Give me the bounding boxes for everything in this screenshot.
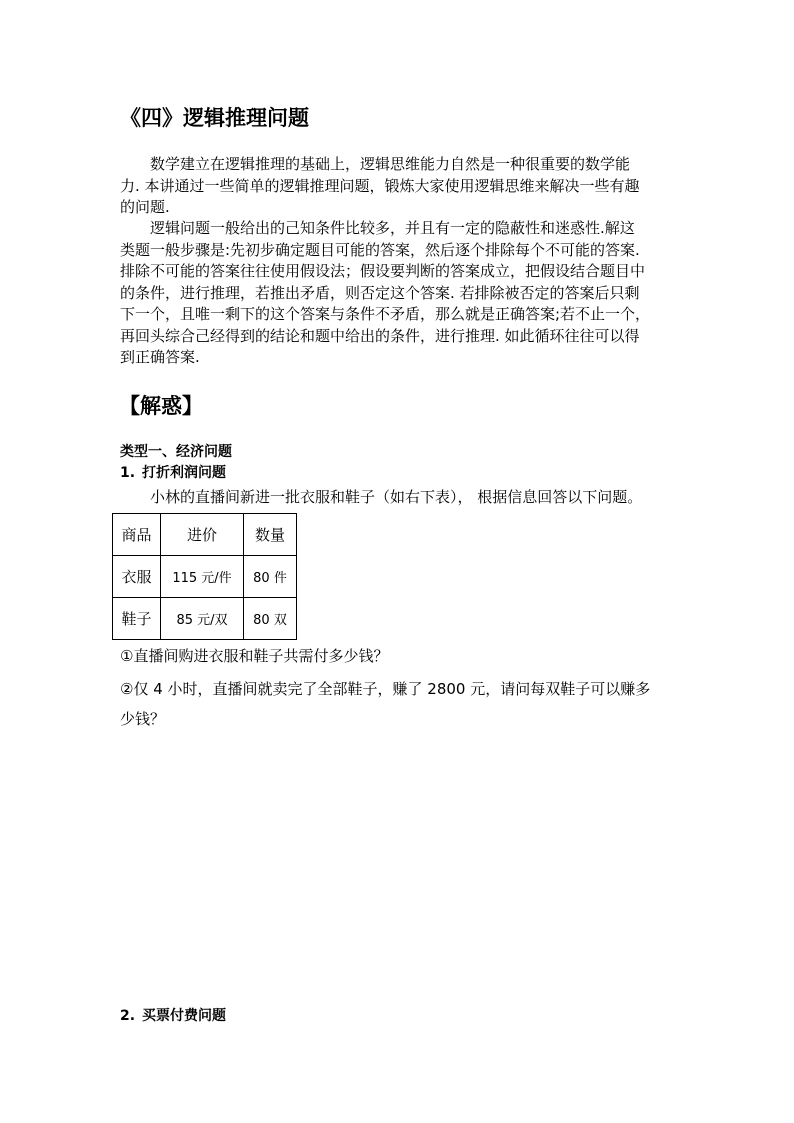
intro-paragraph-2 [120, 218, 680, 369]
paragraph-line: 的问题. [120, 198, 170, 216]
question-b: ②仅 4 小时，直播间就卖完了全部鞋子，赚了 2800 元，请问每双鞋子可以赚多 [120, 680, 651, 698]
intro-paragraph-1 [120, 154, 680, 219]
paragraph-line: 的条件，进行推理，若推出矛盾，则否定这个答案. 若排除被否定的答案后只剩 [120, 283, 640, 302]
table-cell: 85 元/双 [161, 598, 244, 640]
problem-number: 2. [120, 1008, 136, 1024]
goods-table [112, 513, 297, 640]
table-header-row [113, 514, 297, 556]
problem-1-intro: 小林的直播间新进一批衣服和鞋子（如右下表）， 根据信息回答以下问题。 [150, 488, 643, 506]
table-header-cell: 进价 [161, 514, 244, 556]
table-cell: 115 元/件 [161, 556, 244, 598]
question-b-continued: 少钱？ [120, 710, 166, 728]
table-header-cell: 商品 [113, 514, 161, 556]
paragraph-line: 力. 本讲通过一些简单的逻辑推理问题，锻炼大家使用逻辑思维来解决一些有趣 [120, 176, 640, 195]
table-cell: 衣服 [113, 556, 161, 598]
type-heading: 类型一、经济问题 [120, 444, 232, 460]
problem-title: 打折利润问题 [142, 465, 226, 481]
paragraph-line: 数学建立在逻辑推理的基础上，逻辑思维能力自然是一种很重要的数学能 [150, 155, 631, 173]
paragraph-line: 排除不可能的答案往往使用假设法；假设要判断的答案成立，把假设结合题目中 [120, 262, 646, 280]
paragraph-line: 到正确答案. [120, 348, 200, 366]
section-heading: 【解惑】 [119, 394, 203, 418]
table-cell: 80 双 [244, 598, 297, 640]
table-header-cell: 数量 [244, 514, 297, 556]
paragraph-line: 再回头综合己经得到的结论和题中给出的条件，进行推理. 如此循环往往可以得 [120, 326, 640, 345]
problem-title: 买票付费问题 [142, 1008, 226, 1024]
table-cell: 鞋子 [113, 598, 161, 640]
paragraph-line: 类题一般步骤是:先初步确定题目可能的答案，然后逐个排除每个不可能的答案. [120, 240, 640, 259]
table-cell: 80 件 [244, 556, 297, 598]
table-row [113, 598, 297, 640]
paragraph-line: 下一个，且唯一剩下的这个答案与条件不矛盾，那么就是正确答案;若不止一个， [120, 305, 651, 323]
problem-number: 1. [120, 465, 136, 481]
problem-1-heading [120, 462, 226, 482]
page-title: 《四》逻辑推理问题 [120, 106, 309, 130]
question-a: ①直播间购进衣服和鞋子共需付多少钱？ [120, 647, 389, 665]
table-row [113, 556, 297, 598]
paragraph-line: 逻辑问题一般给出的己知条件比较多，并且有一定的隐蔽性和迷惑性.解这 [150, 219, 635, 237]
problem-2-heading [120, 1005, 226, 1025]
